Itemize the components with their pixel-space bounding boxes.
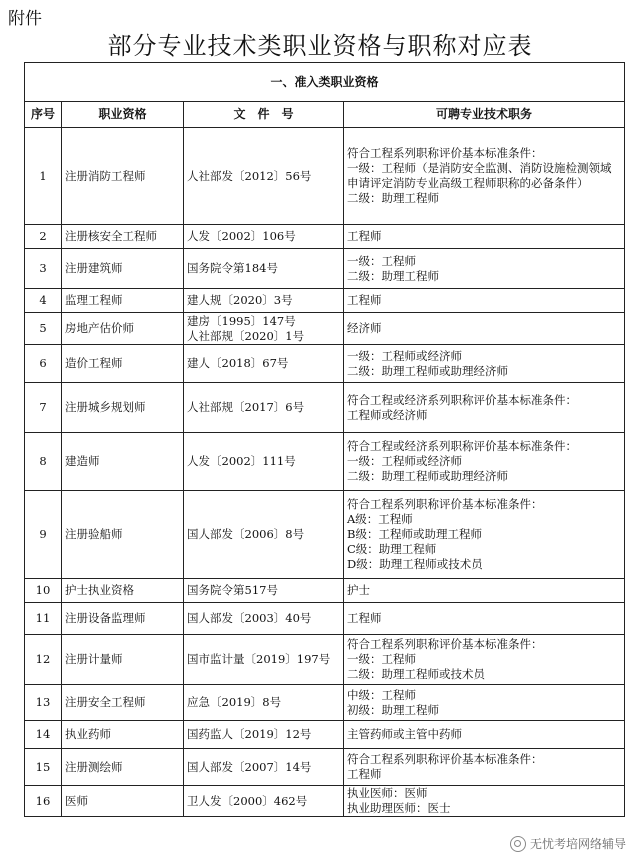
qualification-table	[24, 62, 625, 817]
duties-cell	[344, 313, 625, 345]
table-row	[25, 433, 625, 491]
qualification-name: 房地产估价师	[62, 313, 184, 345]
qualification-name: 医师	[62, 786, 184, 817]
page-title: 部分专业技术类职业资格与职称对应表	[107, 32, 533, 60]
table-row	[25, 249, 625, 289]
duties-cell	[344, 249, 625, 289]
qualification-name: 建造师	[62, 433, 184, 491]
row-number: 12	[25, 635, 62, 685]
row-number: 13	[25, 685, 62, 721]
watermark-text: 无忧考培网络辅导	[529, 837, 626, 851]
duties-cell	[344, 383, 625, 433]
table-row	[25, 383, 625, 433]
column-header-document: 文 件 号	[184, 102, 344, 128]
qualification-name: 护士执业资格	[62, 579, 184, 603]
table-row	[25, 721, 625, 749]
row-number: 2	[25, 225, 62, 249]
document-number: 国药监人〔2019〕12号	[184, 721, 344, 749]
duties-cell	[344, 225, 625, 249]
duties-cell	[344, 433, 625, 491]
qualification-name: 注册消防工程师	[62, 128, 184, 225]
duty-line: 执业助理医师：医士	[347, 801, 451, 815]
table-row	[25, 491, 625, 579]
document-number: 国务院令第517号	[184, 579, 344, 603]
column-header-no: 序号	[25, 102, 62, 128]
row-number: 11	[25, 603, 62, 635]
document-number: 国市监计量〔2019〕197号	[184, 635, 344, 685]
duties-cell	[344, 345, 625, 383]
duties-cell	[344, 491, 625, 579]
qualification-name: 注册测绘师	[62, 749, 184, 786]
row-number: 10	[25, 579, 62, 603]
table-body	[25, 128, 625, 817]
duty-line: C级：助理工程师	[347, 542, 437, 556]
document-number: 国人部发〔2007〕14号	[184, 749, 344, 786]
row-number: 6	[25, 345, 62, 383]
duty-line: B级：工程师或助理工程师	[347, 527, 482, 541]
document-number: 人发〔2002〕106号	[184, 225, 344, 249]
document-number: 应急〔2019〕8号	[184, 685, 344, 721]
qualification-name: 造价工程师	[62, 345, 184, 383]
table-row	[25, 635, 625, 685]
duty-line: 工程师	[347, 293, 382, 307]
qualification-name: 注册设备监理师	[62, 603, 184, 635]
table-row	[25, 345, 625, 383]
table-row	[25, 313, 625, 345]
qualification-name: 注册城乡规划师	[62, 383, 184, 433]
watermark	[508, 835, 628, 852]
row-number: 8	[25, 433, 62, 491]
duty-line: 一级：工程师	[347, 253, 416, 268]
table-row	[25, 786, 625, 817]
qualification-name: 注册安全工程师	[62, 685, 184, 721]
duties-cell	[344, 685, 625, 721]
attachment-label: 附件	[8, 9, 42, 29]
duties-cell	[344, 579, 625, 603]
duties-cell	[344, 289, 625, 313]
row-number: 16	[25, 786, 62, 817]
row-number: 15	[25, 749, 62, 786]
qualification-name: 监理工程师	[62, 289, 184, 313]
duty-line: 执业医师：医师	[347, 786, 428, 800]
table-row	[25, 579, 625, 603]
duties-cell	[344, 635, 625, 685]
duty-line: 工程师或经济师	[347, 407, 428, 422]
column-header-duties: 可聘专业技术职务	[344, 102, 625, 128]
duty-line: 符合工程或经济系列职称评价基本标准条件：	[347, 439, 577, 453]
table-row	[25, 749, 625, 786]
row-number: 1	[25, 128, 62, 225]
duty-line: 二级：助理工程师或助理经济师	[347, 363, 508, 378]
table-row	[25, 603, 625, 635]
duty-line: 工程师	[347, 611, 382, 625]
document-number: 人发〔2002〕111号	[184, 433, 344, 491]
duty-line: 护士	[347, 583, 370, 597]
duties-cell	[344, 786, 625, 817]
duties-cell	[344, 721, 625, 749]
duty-line: 中级：工程师	[347, 687, 416, 702]
duty-line: 一级：工程师或经济师	[347, 348, 462, 363]
row-number: 3	[25, 249, 62, 289]
duty-line: 经济师	[347, 321, 382, 335]
duty-line: 符合工程系列职称评价基本标准条件：	[347, 637, 543, 651]
duty-line: 符合工程或经济系列职称评价基本标准条件：	[347, 392, 577, 407]
table-row	[25, 128, 625, 225]
row-number: 4	[25, 289, 62, 313]
table-row	[25, 225, 625, 249]
section-title: 一、准入类职业资格	[25, 63, 625, 102]
duties-cell	[344, 128, 625, 225]
document-number: 国人部发〔2006〕8号	[184, 491, 344, 579]
duty-line: 初级：助理工程师	[347, 702, 439, 717]
duty-line: 二级：助理工程师	[347, 191, 439, 205]
document-number: 建房〔1995〕147号 人社部规〔2020〕1号	[184, 313, 344, 345]
duty-line: 工程师	[347, 767, 382, 781]
duty-line: D级：助理工程师或技术员	[347, 557, 483, 571]
duty-line: 符合工程系列职称评价基本标准条件：	[347, 752, 543, 766]
duties-cell	[344, 749, 625, 786]
duties-cell	[344, 603, 625, 635]
duty-line: 一级：工程师或经济师	[347, 454, 462, 468]
document-number: 卫人发〔2000〕462号	[184, 786, 344, 817]
duty-line: A级：工程师	[347, 512, 413, 526]
qualification-name: 注册核安全工程师	[62, 225, 184, 249]
duty-line: 一级：工程师（是消防安全监测、消防设施检测领域申请评定消防专业高级工程师职称的必备条件）	[347, 161, 612, 190]
row-number: 5	[25, 313, 62, 345]
qualification-name: 注册验船师	[62, 491, 184, 579]
document-number: 建人规〔2020〕3号	[184, 289, 344, 313]
document-number: 国务院令第184号	[184, 249, 344, 289]
duty-line: 二级：助理工程师或助理经济师	[347, 469, 508, 483]
document-number: 人社部发〔2012〕56号	[184, 128, 344, 225]
qualification-name: 执业药师	[62, 721, 184, 749]
duty-line: 符合工程系列职称评价基本标准条件：	[347, 497, 543, 511]
duty-line: 二级：助理工程师或技术员	[347, 667, 485, 681]
row-number: 7	[25, 383, 62, 433]
duty-line: 符合工程系列职称评价基本标准条件：	[347, 146, 543, 160]
duty-line: 二级：助理工程师	[347, 268, 439, 283]
duty-line: 主管药师或主管中药师	[347, 727, 462, 741]
duty-line: 一级：工程师	[347, 652, 416, 666]
table-row	[25, 685, 625, 721]
column-header-qualification: 职业资格	[62, 102, 184, 128]
document-number: 人社部规〔2017〕6号	[184, 383, 344, 433]
qualification-name: 注册建筑师	[62, 249, 184, 289]
duty-line: 工程师	[347, 229, 382, 243]
document-number: 建人〔2018〕67号	[184, 345, 344, 383]
document-number: 国人部发〔2003〕40号	[184, 603, 344, 635]
table-row	[25, 289, 625, 313]
row-number: 14	[25, 721, 62, 749]
qualification-name: 注册计量师	[62, 635, 184, 685]
row-number: 9	[25, 491, 62, 579]
wechat-channel-icon	[510, 836, 526, 852]
